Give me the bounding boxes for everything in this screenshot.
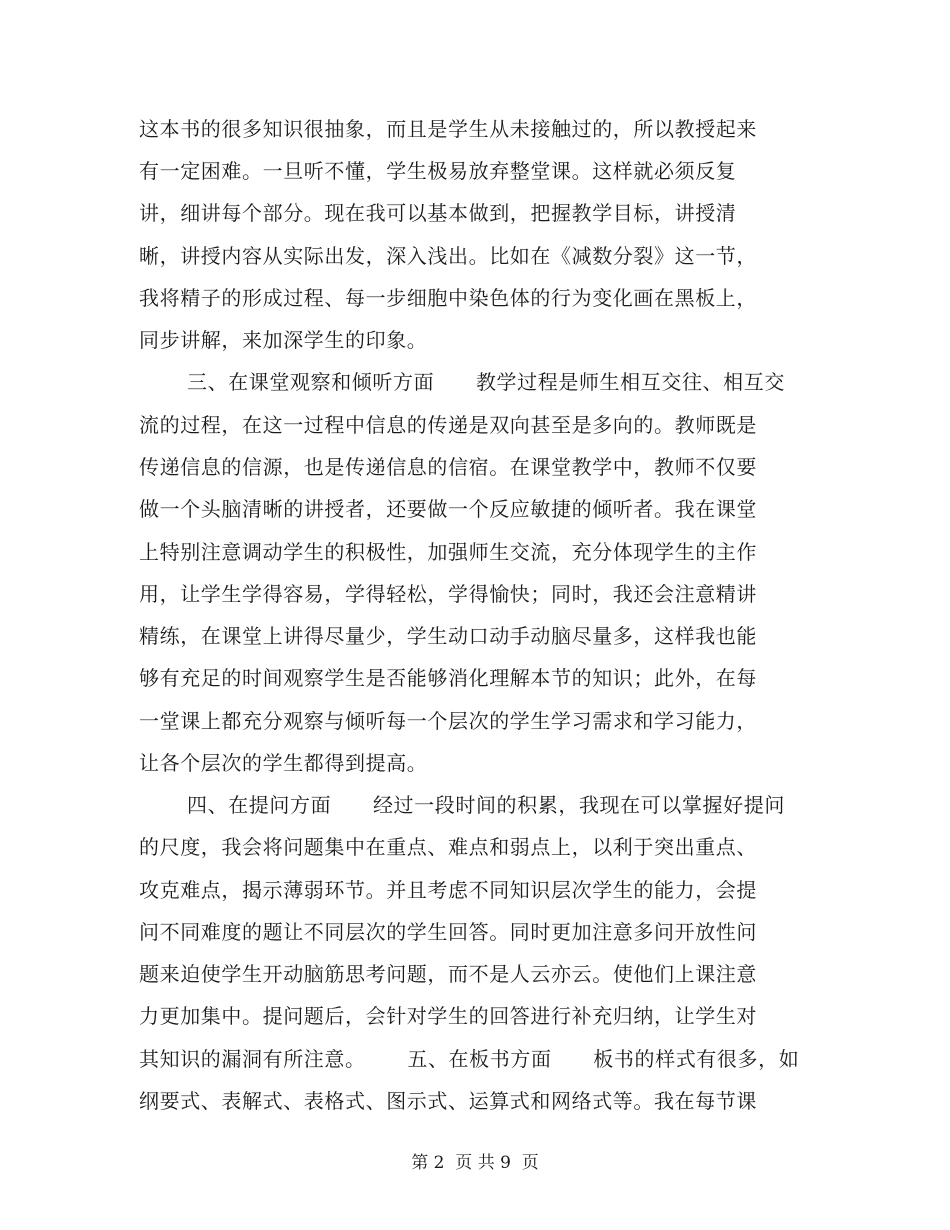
- text-line: 题来迫使学生开动脑筋思考问题，而不是人云亦云。使他们上课注意: [139, 962, 757, 986]
- text-line: 其知识的漏洞有所注意。 五、在板书方面 板书的样式有很多，如: [139, 1047, 800, 1071]
- text-line: 力更加集中。提问题后，会针对学生的回答进行补充归纳，让学生对: [139, 1004, 757, 1028]
- text-line: 纲要式、表解式、表格式、图示式、运算式和网络式等。我在每节课: [139, 1089, 757, 1113]
- page-number-footer: 第 2 页 共 9 页: [411, 1153, 539, 1173]
- text-line: 的尺度，我会将问题集中在重点、难点和弱点上，以利于突出重点、: [139, 835, 757, 859]
- text-line: 一堂课上都充分观察与倾听每一个层次的学生学习需求和学习能力，: [139, 709, 757, 733]
- text-line: 这本书的很多知识很抽象，而且是学生从未接触过的，所以教授起来: [139, 117, 757, 141]
- section-heading-line: 四、在提问方面 经过一段时间的积累，我现在可以掌握好提问: [187, 793, 785, 817]
- text-line: 做一个头脑清晰的讲授者，还要做一个反应敏捷的倾听者。我在课堂: [139, 497, 757, 521]
- text-line: 流的过程，在这一过程中信息的传递是双向甚至是多向的。教师既是: [139, 413, 757, 437]
- text-line: 传递信息的信源，也是传递信息的信宿。在课堂教学中，教师不仅要: [139, 455, 757, 479]
- text-line: 有一定困难。一旦听不懂，学生极易放弃整堂课。这样就必须反复: [139, 159, 737, 183]
- section-heading-line: 三、在课堂观察和倾听方面 教学过程是师生相互交往、相互交: [187, 370, 785, 394]
- text-line: 攻克难点，揭示薄弱环节。并且考虑不同知识层次学生的能力，会提: [139, 878, 757, 902]
- text-line: 问不同难度的题让不同层次的学生回答。同时更加注意多问开放性问: [139, 920, 757, 944]
- text-line: 同步讲解，来加深学生的印象。: [139, 328, 428, 352]
- text-line: 精练，在课堂上讲得尽量少，学生动口动手动脑尽量多，这样我也能: [139, 624, 757, 648]
- text-line: 用，让学生学得容易，学得轻松，学得愉快；同时，我还会注意精讲: [139, 582, 757, 606]
- text-line: 讲，细讲每个部分。现在我可以基本做到，把握教学目标，讲授清: [139, 201, 737, 225]
- text-line: 上特别注意调动学生的积极性，加强师生交流，充分体现学生的主作: [139, 540, 757, 564]
- text-line: 让各个层次的学生都得到提高。: [139, 751, 428, 775]
- text-line: 我将精子的形成过程、每一步细胞中染色体的行为变化画在黑板上，: [139, 286, 757, 310]
- text-line: 够有充足的时间观察学生是否能够消化理解本节的知识；此外，在每: [139, 666, 757, 690]
- text-line: 晰，讲授内容从实际出发，深入浅出。比如在《减数分裂》这一节，: [139, 244, 757, 268]
